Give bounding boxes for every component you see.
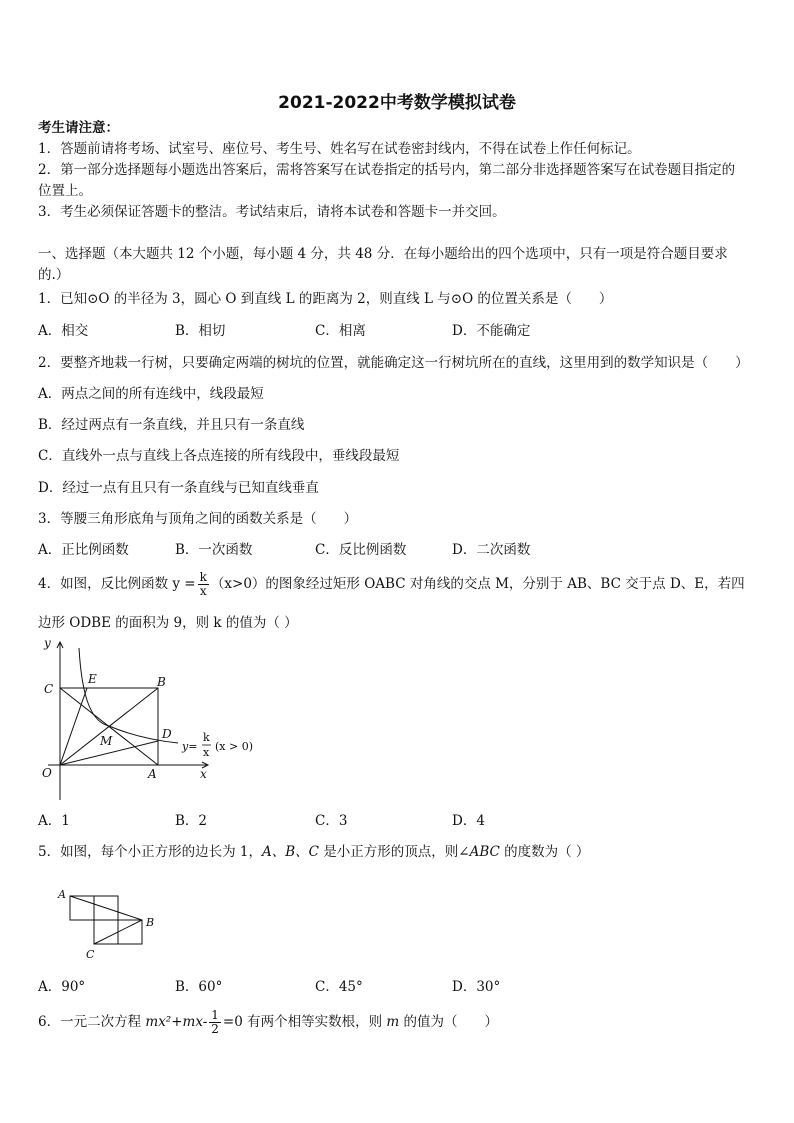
- q4-option-a: A．1: [38, 813, 70, 829]
- label-o: O: [42, 766, 52, 780]
- segment-ab: [70, 896, 142, 920]
- segment-oe: [60, 688, 87, 765]
- section-heading: 一、选择题（本大题共 12 个小题，每小题 4 分，共 48 分．在每小题给出的四个选项中，只有一项是符合题目要求: [38, 246, 728, 262]
- q6-expression: mx²+mx-: [145, 1014, 208, 1030]
- q5-stem: [38, 843, 589, 861]
- q5-stem-a: 5．如图，每个小正方形的边长为 1，: [38, 844, 262, 860]
- q1-option-a: A．相交: [38, 323, 89, 339]
- q4-frac-den: x: [199, 584, 207, 598]
- q5-stem-c: 的度数为（ ）: [499, 844, 590, 860]
- q1-option-b: B．相切: [175, 323, 226, 339]
- q4-stem-a: 4．如图，反比例函数 y =: [38, 576, 196, 592]
- label-a: A: [58, 888, 66, 901]
- fn-prefix: y=: [182, 740, 198, 753]
- q3-option-c: C．反比例函数: [315, 542, 407, 558]
- notice-item: 1．答题前请将考场、试室号、座位号、考生号、姓名写在试卷密封线内，不得在试卷上作任何标记。: [38, 141, 641, 157]
- q6-stem: [38, 1006, 498, 1038]
- q5-points: A、B、C: [261, 844, 319, 860]
- label-y: y: [44, 636, 51, 650]
- q6-frac-den: 2: [211, 1022, 219, 1036]
- fn-num: k: [203, 731, 210, 744]
- label-b: B: [146, 916, 155, 929]
- fn-cond: (x > 0): [215, 740, 253, 753]
- q6-stem-c: 的值为（ ）: [399, 1014, 499, 1030]
- q4-frac-num: k: [199, 570, 207, 584]
- q3-stem: 3．等腰三角形底角与顶角之间的函数关系是（ ）: [38, 511, 358, 527]
- notice-item: 2．第一部分选择题每小题选出答案后，需将答案写在试卷指定的括号内，第二部分非选择题答案写在试卷题目指定的: [38, 162, 736, 178]
- q5-stem-b: 是小正方形的顶点，则∠: [318, 844, 470, 860]
- label-x: x: [200, 767, 207, 781]
- q3-option-d: D．二次函数: [452, 542, 531, 558]
- q5-option-b: B．60°: [175, 979, 223, 995]
- q4-option-b: B．2: [175, 813, 208, 829]
- q4-stem-b: （x>0）的图象经过矩形 OABC 对角线的交点 M，分别于 AB、BC 交于点 D、E，若四: [210, 576, 745, 592]
- q1-option-d: D．不能确定: [452, 323, 531, 339]
- label-c: C: [44, 682, 54, 696]
- grid-square: [118, 920, 142, 944]
- notice-heading: 考生请注意：: [38, 120, 119, 136]
- q4-fraction: [198, 571, 209, 598]
- q4-option-c: C．3: [315, 813, 348, 829]
- q5-figure: [50, 880, 170, 965]
- fn-den: x: [203, 746, 210, 759]
- q4-figure: [30, 630, 270, 810]
- q2-option-a: A．两点之间的所有连线中，线段最短: [38, 386, 264, 402]
- q2-option-b: B．经过两点有一条直线，并且只有一条直线: [38, 417, 305, 433]
- q3-option-a: A．正比例函数: [38, 542, 129, 558]
- notice-item: 3．考生必须保证答题卡的整洁。考试结束后，请将本试卷和答题卡一并交回。: [38, 204, 506, 220]
- label-b: B: [157, 675, 166, 689]
- q5-option-d: D．30°: [452, 979, 501, 995]
- label-e: E: [88, 672, 97, 686]
- section-heading-cont: 的.）: [38, 267, 70, 283]
- q6-frac-num: 1: [211, 1008, 219, 1022]
- q4-stem: [38, 569, 745, 599]
- q6-var: m: [386, 1014, 400, 1030]
- q2-option-c: C．直线外一点与直线上各点连接的所有线段中，垂线段最短: [38, 448, 400, 464]
- q1-option-c: C．相离: [315, 323, 366, 339]
- q4-stem-line2: 边形 ODBE 的面积为 9，则 k 的值为（ ）: [38, 615, 298, 631]
- q1-stem: 1．已知⊙O 的半径为 3，圆心 O 到直线 L 的距离为 2，则直线 L 与⊙O 的位置关系是（ ）: [38, 291, 613, 307]
- label-m: M: [100, 734, 113, 748]
- q5-option-a: A．90°: [38, 979, 86, 995]
- grid-square: [94, 920, 118, 944]
- q2-stem: 2．要整齐地栽一行树，只要确定两端的树坑的位置，就能确定这一行树坑所在的直线，这里用到的数学知识是（ ）: [38, 355, 749, 371]
- page-title: 2021-2022中考数学模拟试卷: [278, 93, 516, 113]
- notice-item: 位置上。: [38, 183, 92, 199]
- q5-angle: ABC: [469, 844, 500, 860]
- q6-fraction: [209, 1009, 221, 1036]
- label-a: A: [148, 767, 157, 781]
- label-d: D: [162, 727, 172, 741]
- q6-stem-b: =0 有两个相等实数根，则: [222, 1014, 387, 1030]
- q6-stem-a: 6．一元二次方程: [38, 1014, 146, 1030]
- q5-option-c: C．45°: [315, 979, 363, 995]
- q4-option-d: D．4: [452, 813, 485, 829]
- label-c: C: [86, 948, 95, 961]
- q2-option-d: D．经过一点有且只有一条直线与已知直线垂直: [38, 480, 319, 496]
- q3-option-b: B．一次函数: [175, 542, 253, 558]
